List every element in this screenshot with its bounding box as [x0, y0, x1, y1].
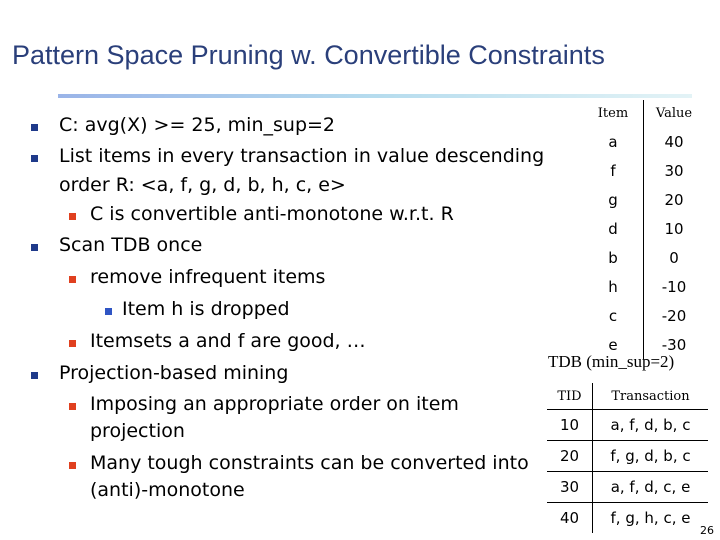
value-cell: -10 — [661, 277, 687, 296]
tid-cell: 40 — [547, 503, 593, 534]
value-cell: 20 — [664, 190, 684, 209]
item-cell: c — [583, 301, 644, 330]
bullet-text-continued: order R: <a, f, g, d, b, h, c, e> — [59, 174, 346, 196]
table-header-row — [547, 383, 708, 410]
bullet-text: Scan TDB once — [59, 234, 203, 256]
bullet-square-icon — [69, 276, 76, 283]
bullet-text-continued: projection — [90, 420, 185, 442]
tid-cell: 10 — [547, 410, 593, 441]
item-cell: f — [583, 156, 644, 185]
bullet-text: C: avg(X) >= 25, min_sup=2 — [59, 114, 336, 136]
table-row — [583, 156, 704, 185]
bullet-square-icon — [31, 124, 38, 131]
item-cell: b — [583, 243, 644, 272]
tid-cell: 20 — [547, 441, 593, 472]
bullet-square-icon — [69, 462, 76, 469]
transaction-cell: a, f, d, b, c — [593, 410, 709, 441]
value-cell: -30 — [661, 335, 687, 354]
bullet-square-icon — [31, 244, 38, 251]
table-header-row — [583, 100, 704, 127]
bullet-square-icon — [69, 213, 76, 220]
slide-title: Pattern Space Pruning w. Convertible Constraints — [12, 40, 605, 70]
transaction-cell: f, g, h, c, e — [593, 503, 709, 534]
table-row — [583, 272, 704, 301]
table-row — [583, 185, 704, 214]
item-cell: e — [583, 330, 644, 359]
header-transaction: Transaction — [611, 388, 690, 404]
table-row — [547, 503, 708, 534]
value-cell: 40 — [664, 132, 684, 151]
value-cell: 0 — [669, 248, 679, 267]
bullet-text: Imposing an appropriate order on item — [90, 393, 459, 415]
transaction-cell: f, g, d, b, c — [593, 441, 709, 472]
item-value-table — [583, 100, 704, 359]
table-row — [547, 410, 708, 441]
bullet-text-continued: (anti)-monotone — [90, 479, 245, 501]
tdb-caption: TDB (min_sup=2) — [548, 352, 675, 371]
header-value: Value — [655, 106, 693, 121]
bullet-text: C is convertible anti-monotone w.r.t. R — [90, 203, 454, 225]
item-cell: a — [583, 127, 644, 156]
header-item: Item — [583, 100, 644, 127]
transaction-database-table — [547, 383, 708, 533]
bullet-text: Itemsets a and f are good, … — [90, 330, 366, 352]
value-cell: 10 — [664, 219, 684, 238]
page-number: 26 — [700, 524, 714, 537]
header-tid: TID — [547, 383, 593, 410]
value-cell: -20 — [661, 306, 687, 325]
title-underline — [58, 94, 692, 98]
bullet-text: Many tough constraints can be converted into — [90, 452, 529, 474]
transaction-cell: a, f, d, c, e — [593, 472, 709, 503]
bullet-square-icon — [69, 340, 76, 347]
value-cell: 30 — [664, 161, 684, 180]
table-row — [583, 243, 704, 272]
bullet-square-icon — [31, 372, 38, 379]
tid-cell: 30 — [547, 472, 593, 503]
table-row — [547, 441, 708, 472]
table-row — [547, 472, 708, 503]
table-row — [583, 127, 704, 156]
item-cell: h — [583, 272, 644, 301]
bullet-text: Projection-based mining — [59, 362, 289, 384]
table-row — [583, 301, 704, 330]
bullet-square-icon — [105, 308, 112, 315]
table-row — [583, 214, 704, 243]
bullet-square-icon — [31, 155, 38, 162]
bullet-square-icon — [69, 403, 76, 410]
item-cell: d — [583, 214, 644, 243]
item-cell: g — [583, 185, 644, 214]
bullet-text: Item h is dropped — [122, 298, 290, 320]
bullet-text: remove infrequent items — [90, 266, 326, 288]
bullet-text: List items in every transaction in value descending — [59, 145, 545, 167]
